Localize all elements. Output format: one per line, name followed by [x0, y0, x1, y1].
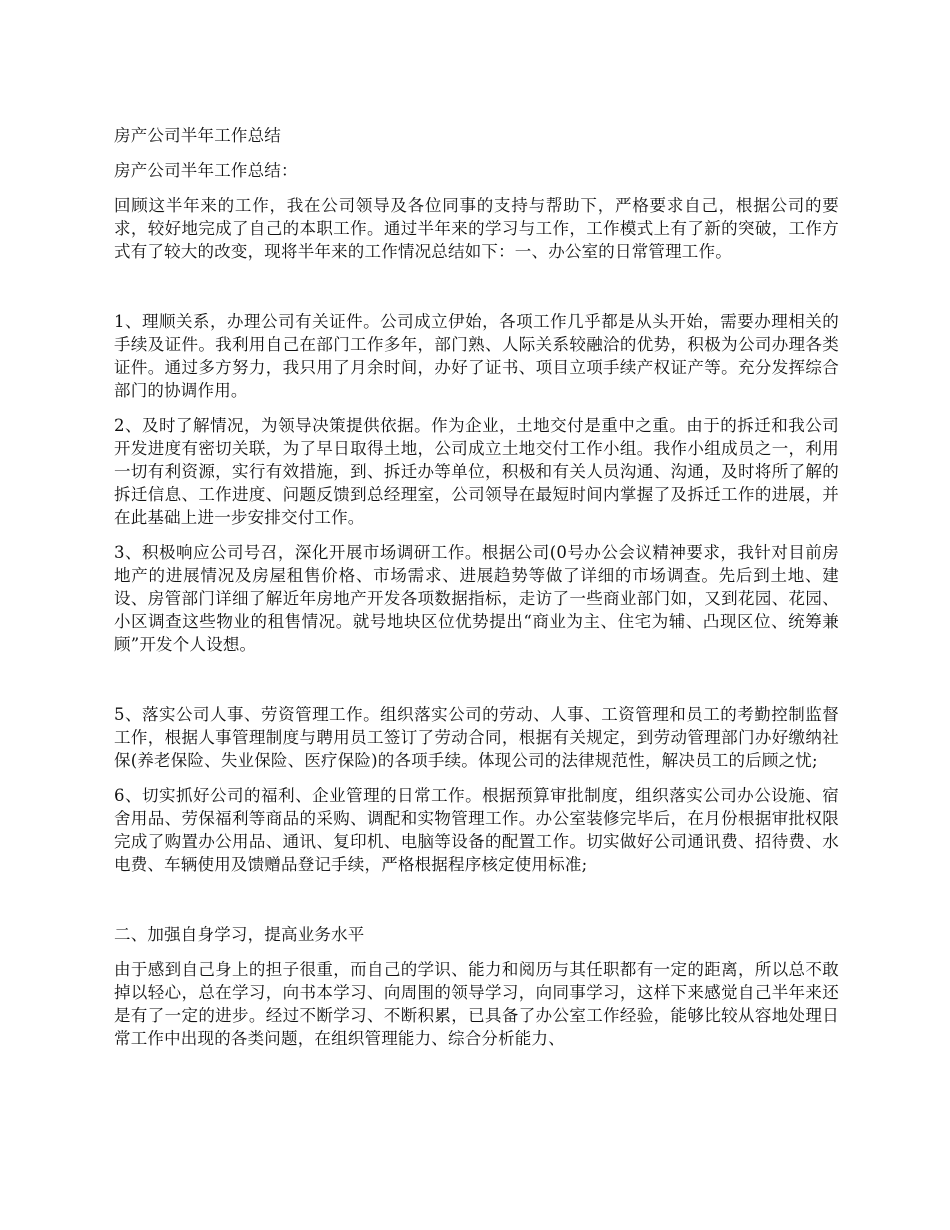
paragraph-item-6: 6、切实抓好公司的福利、企业管理的日常工作。根据预算审批制度，组织落实公司办公设施、宿舍用品、劳保福利等商品的采购、调配和实物管理工作。办公室装修完毕后，在月份根据审批权限完成了购置办公用品、通讯、复印机、电脑等设备的配置工作。切实做好公司通讯费、招待费、水电费、车辆使用及馈赠品登记手续，严格根据程序核定使用标准; — [114, 786, 839, 874]
section-heading: 二、加强自身学习，提高业务水平 — [114, 925, 365, 944]
paragraph-item-2: 2、及时了解情况，为领导决策提供依据。作为企业，土地交付是重中之重。由于的拆迁和我公司开发进度有密切关联，为了早日取得土地，公司成立土地交付工作小组。我作小组成员之一，利用一切有利资源，实行有效措施，到、拆迁办等单位，积极和有关人员沟通、沟通，及时将所了解的拆迁信息、工作进度、问题反馈到总经理室，公司领导在最短时间内掌握了及拆迁工作的进展，并在此基础上进一步安排交付工作。 — [114, 416, 839, 527]
document-page — [114, 124, 839, 1062]
document-title: 房产公司半年工作总结 — [114, 126, 281, 145]
blank-line — [114, 888, 839, 911]
document-subtitle: 房产公司半年工作总结： — [114, 161, 298, 180]
paragraph-study: 由于感到自己身上的担子很重，而自己的学识、能力和阅历与其任职都有一定的距离，所以总不敢掉以轻心，总在学习，向书本学习、向周围的领导学习，向同事学习，这样下来感觉自己半年来还是有了一定的进步。经过不断学习、不断积累，已具备了办公室工作经验，能够比较从容地处理日常工作中出现的各类问题，在组织管理能力、综合分析能力、 — [114, 960, 839, 1048]
blank-line — [114, 668, 839, 691]
blank-line — [114, 275, 839, 298]
paragraph-item-1: 1、理顺关系，办理公司有关证件。公司成立伊始，各项工作几乎都是从头开始，需要办理相关的手续及证件。我利用自己在部门工作多年，部门熟、人际关系较融洽的优势，积极为公司办理各类证件。通过多方努力，我只用了月余时间，办好了证书、项目立项手续产权证产等。充分发挥综合部门的协调作用。 — [114, 312, 839, 400]
paragraph-item-3: 3、积极响应公司号召，深化开展市场调研工作。根据公司(0号办公会议精神要求，我针对目前房地产的进展情况及房屋租售价格、市场需求、进展趋势等做了详细的市场调查。先后到土地、建设、房管部门详细了解近年房地产开发各项数据指标，走访了一些商业部门如，又到花园、花园、小区调查这些物业的租售情况。就号地块区位优势提出“商业为主、住宅为辅、凸现区位、统筹兼顾”开发个人设想。 — [114, 543, 839, 654]
paragraph-intro: 回顾这半年来的工作，我在公司领导及各位同事的支持与帮助下，严格要求自己，根据公司的要求，较好地完成了自己的本职工作。通过半年来的学习与工作，工作模式上有了新的突破，工作方式有了较大的改变，现将半年来的工作情况总结如下：一、办公室的日常管理工作。 — [114, 196, 839, 261]
paragraph-item-5: 5、落实公司人事、劳资管理工作。组织落实公司的劳动、人事、工资管理和员工的考勤控制监督工作，根据人事管理制度与聘用员工签订了劳动合同，根据有关规定，到劳动管理部门办好缴纳社保(养老保险、失业保险、医疗保险)的各项手续。体现公司的法律规范性，解决员工的后顾之忧; — [114, 705, 839, 770]
